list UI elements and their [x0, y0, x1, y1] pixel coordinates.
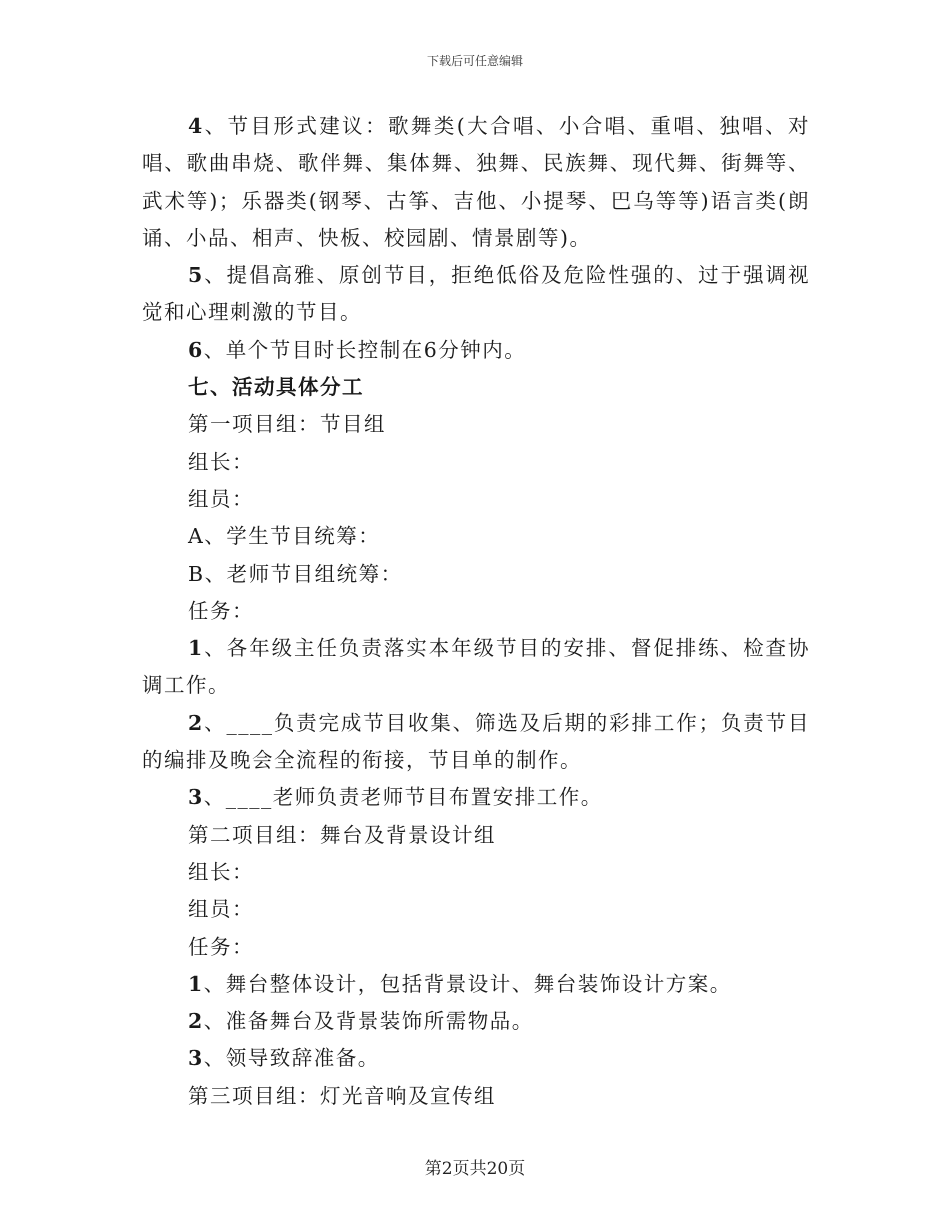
page-footer: 第2页共20页	[424, 1159, 526, 1179]
group1-coord-a: A、学生节目统筹：	[188, 524, 381, 549]
group1-tasks-label: 任务：	[188, 598, 254, 623]
group2-task-3: 3、领导致辞准备。	[188, 1046, 380, 1071]
group2-leader: 组长：	[188, 859, 254, 884]
group1-task-1: 1、各年级主任负责落实本年级节目的安排、督促排练、检查协调工作。	[142, 636, 810, 698]
group1-leader: 组长：	[188, 449, 254, 474]
group3-title: 第三项目组：灯光音响及宣传组	[188, 1083, 496, 1108]
item-5: 5、提倡高雅、原创节目，拒绝低俗及危险性强的、过于强调视觉和心理刺激的节目。	[142, 263, 810, 325]
group2-task-1: 1、舞台整体设计，包括背景设计、舞台装饰设计方案。	[188, 971, 732, 996]
group1-coord-b: B、老师节目组统筹：	[188, 561, 403, 586]
group2-task-2: 2、准备舞台及背景装饰所需物品。	[188, 1009, 534, 1034]
group2-title: 第二项目组：舞台及背景设计组	[188, 822, 496, 847]
group2-members: 组员：	[188, 897, 254, 922]
group2-tasks-label: 任务：	[188, 934, 254, 959]
group1-task-3: 3、____老师负责老师节目布置安排工作。	[188, 785, 603, 810]
item-4: 4、节目形式建议：歌舞类(大合唱、小合唱、重唱、独唱、对唱、歌曲串烧、歌伴舞、集体舞、独舞、民族舞、现代舞、街舞等、武术等)；乐器类(钢琴、古筝、吉他、小提琴、巴乌等等)语言类(朗诵、小品、相声、快板、校园剧、情景剧等)。	[142, 114, 810, 250]
item-6: 6、单个节目时长控制在6分钟内。	[188, 337, 527, 362]
section-heading: 七、活动具体分工	[188, 375, 364, 400]
document-body	[142, 108, 810, 1115]
group1-title: 第一项目组：节目组	[188, 412, 386, 437]
group1-task-2: 2、____负责完成节目收集、筛选及后期的彩排工作；负责节目的编排及晚会全流程的衔接，节目单的制作。	[142, 710, 810, 773]
group1-members: 组员：	[188, 486, 254, 511]
page-header: 下载后可任意编辑	[426, 54, 523, 68]
